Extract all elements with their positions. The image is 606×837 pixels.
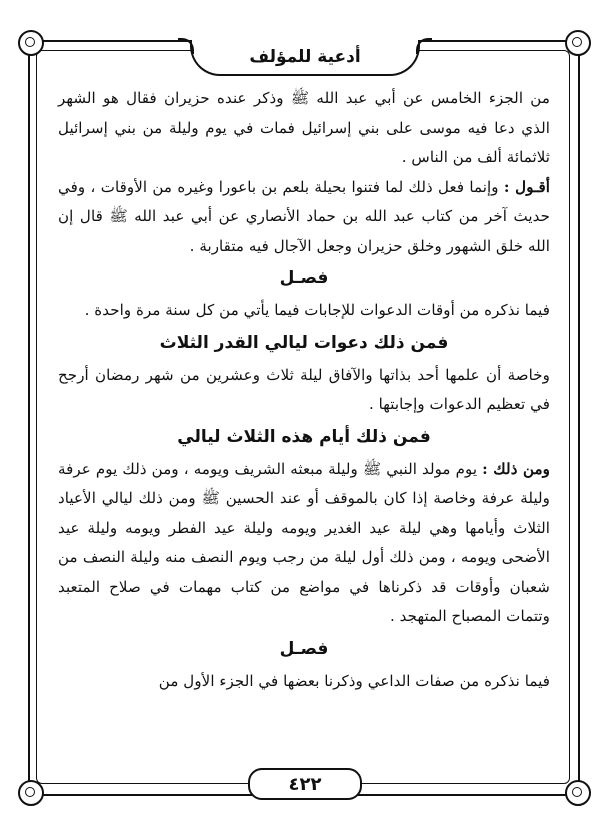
section-heading: فصـل (279, 268, 329, 288)
page-body (58, 84, 550, 696)
paragraph: وخاصة أن علمها أحد بذاتها والآفاق ليلة ثلاث وعشرين من شهر رمضان أرجح في تعظيم الدعوات وإجابتها . (58, 365, 550, 413)
paragraph: فيما نذكره من صفات الداعي وذكرنا بعضها في الجزء الأول من (158, 671, 550, 690)
corner-ornament (18, 780, 44, 806)
page-number-box (248, 768, 362, 800)
running-header-title: أدعية للمؤلف (249, 47, 361, 67)
section-heading: فصـل (279, 638, 329, 659)
section-heading: فمن ذلك دعوات ليالي القدر الثلاث (159, 332, 449, 353)
paragraph-lead: أقـول : (503, 177, 550, 196)
paragraph (58, 173, 550, 262)
section-heading: فمن ذلك أيام هذه الثلاث ليالي (177, 426, 431, 447)
corner-ornament (18, 30, 44, 56)
corner-ornament (565, 780, 591, 806)
running-header (190, 40, 420, 76)
paragraph-text: وإنما فعل ذلك لما فتنوا بحيلة بلعم بن باعورا وغيره من الأوقات ، وفي حديث آخر من كتاب عبد الله بن حماد الأنصاري عن أبي عبد الله ﷺ قال إن الله خلق الشهور وخلق حزيران وجعل الآجال فيه متقاربة . (58, 177, 550, 255)
corner-ornament (565, 30, 591, 56)
paragraph-lead: ومن ذلك : (482, 459, 550, 478)
paragraph (58, 455, 550, 632)
paragraph: فيما نذكره من أوقات الدعوات للإجابات فيما يأتي من كل سنة مرة واحدة . (84, 301, 550, 319)
paragraph: من الجزء الخامس عن أبي عبد الله ﷺ وذكر عنده حزيران فقال هو الشهر الذي دعا فيه موسى على بني إسرائيل فمات في يوم وليلة من بني إسرائيل ثلاثمائة ألف من الناس . (58, 89, 550, 166)
page-number: ٤٢٢ (288, 773, 322, 795)
paragraph-text: يوم مولد النبي ﷺ وليلة مبعثه الشريف ويومه ، ومن ذلك يوم عرفة وليلة عرفة وخاصة إذا كان بالموقف أو عند الحسين ﷺ ومن ذلك ليالي الأعياد الثلاث وأيامها وهي ليلة عيد الغدير ويومه وليلة عيد الفطر ويومه وليلة عيد الأضحى ويومه ، ومن ذلك أول ليلة من رجب ويوم النصف منه وليلة النصف من شعبان وأوقات قد ذكرناها في مواضع من كتاب مهمات في صلاح المتعبد وتتمات المصباح المتهجد . (58, 459, 550, 625)
